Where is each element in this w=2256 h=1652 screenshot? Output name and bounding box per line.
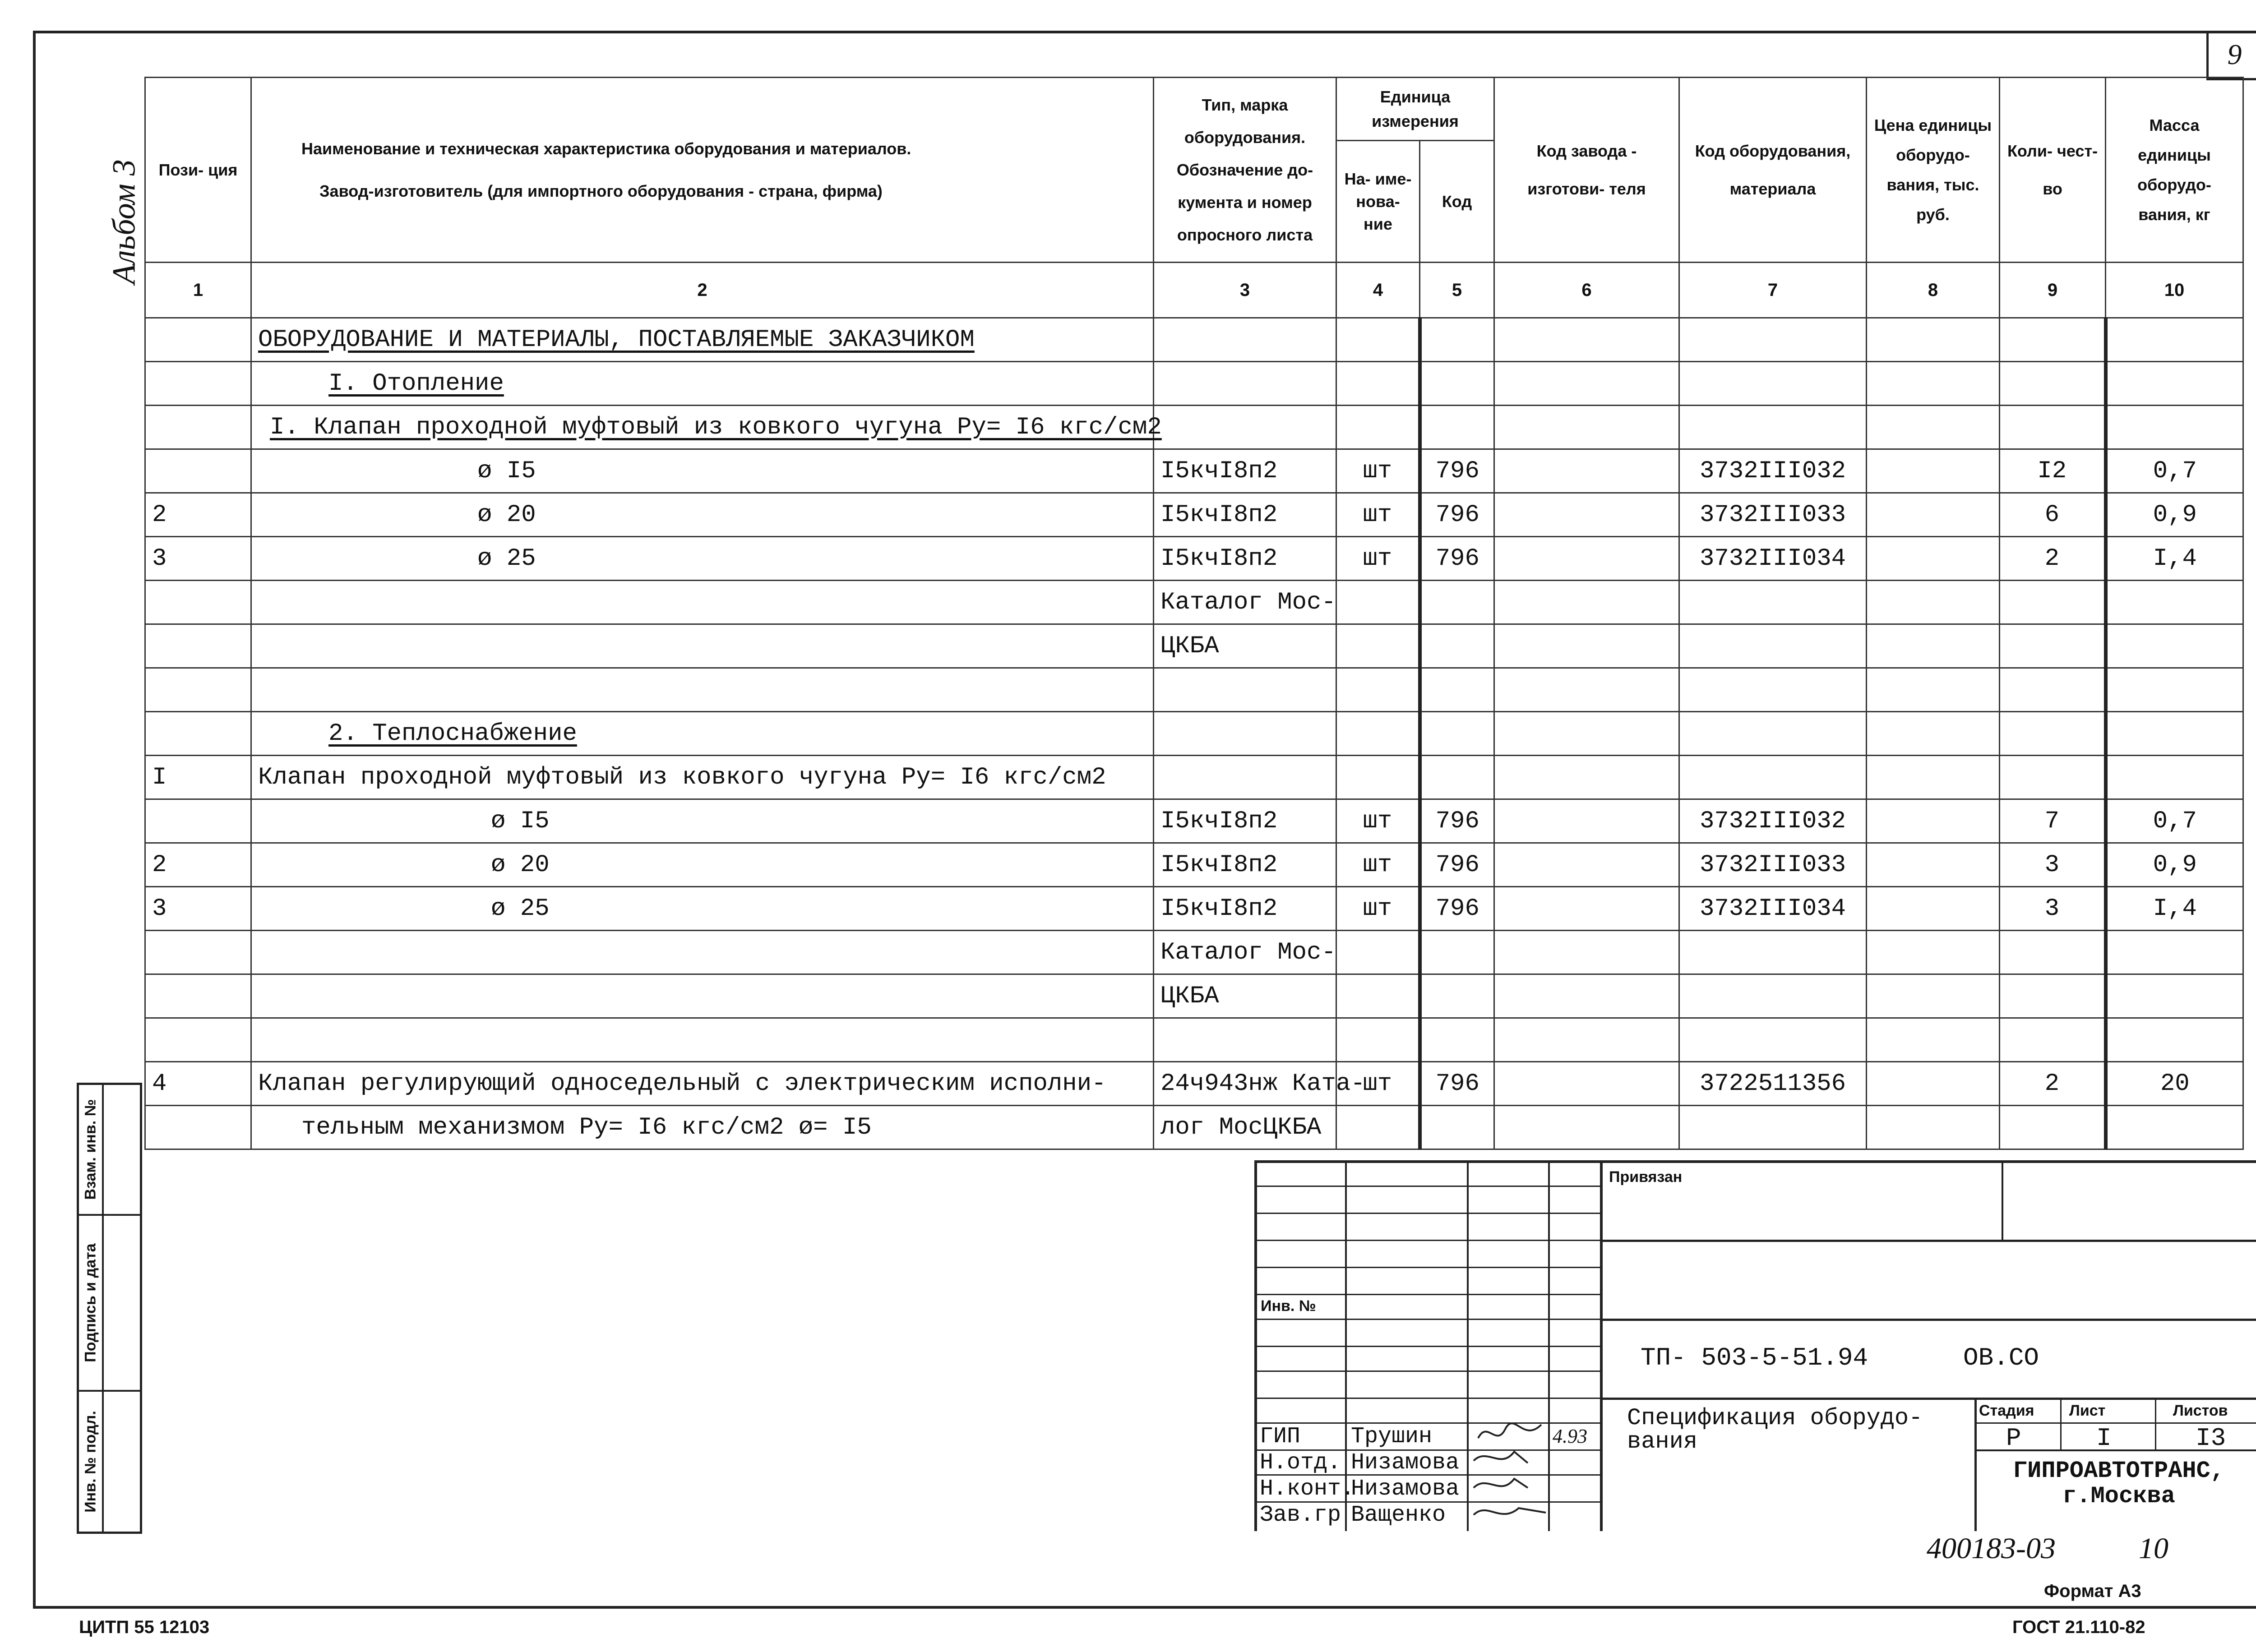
row-material-code [1679,668,1867,712]
header-position: Пози- ция [145,78,251,263]
row-plant-code [1494,799,1679,843]
signer-name: Трушин [1351,1424,1433,1449]
row-position: 4 [145,1062,251,1106]
row-position [145,1018,251,1062]
row-name: ø I5 [251,449,1154,493]
row-type: ЦКБА [1154,624,1336,668]
row-unit: шт [1336,1062,1420,1106]
table-row [145,712,2243,756]
table-row [145,362,2243,406]
row-price [1867,931,2000,974]
row-unit: шт [1336,493,1420,537]
row-qty: 2 [2000,537,2106,581]
col-number: 5 [1420,263,1494,318]
row-unit [1336,1106,1420,1149]
table-row [145,931,2243,974]
row-type: 24ч943нж Ката- [1154,1062,1336,1106]
row-name: ø 25 [251,887,1154,931]
table-row [145,624,2243,668]
row-unit-code [1420,931,1494,974]
row-type: лог МосЦКБА [1154,1106,1336,1149]
row-unit-code: 796 [1420,537,1494,581]
row-name: 2. Теплоснабжение [251,712,1154,756]
row-price [1867,974,2000,1018]
col-number: 7 [1679,263,1867,318]
table-row [145,843,2243,887]
row-plant-code [1494,974,1679,1018]
row-plant-code [1494,318,1679,362]
row-position: 2 [145,493,251,537]
row-unit: шт [1336,843,1420,887]
row-position [145,799,251,843]
row-material-code [1679,1018,1867,1062]
row-position [145,931,251,974]
row-material-code: 3732III032 [1679,799,1867,843]
col-number: 3 [1154,263,1336,318]
col-number: 2 [251,263,1154,318]
row-name: тельным механизмом Ру= I6 кгс/см2 ø= I5 [251,1106,1154,1149]
table-row [145,668,2243,712]
row-qty: 7 [2000,799,2106,843]
row-material-code [1679,712,1867,756]
row-type: Каталог Мос- [1154,931,1336,974]
row-position: 3 [145,887,251,931]
row-price [1867,712,2000,756]
header-plant-code: Код завода - изготови- теля [1494,78,1679,263]
row-type [1154,756,1336,799]
row-unit: шт [1336,537,1420,581]
row-mass [2106,362,2243,406]
row-qty [2000,712,2106,756]
row-qty [2000,974,2106,1018]
row-qty: 6 [2000,493,2106,537]
inv-label: Инв. № [1261,1297,1316,1315]
col-number: 1 [145,263,251,318]
header-material-code: Код оборудования, материала [1679,78,1867,263]
row-plant-code [1494,537,1679,581]
row-mass [2106,581,2243,624]
album-label: Альбом 3 [106,159,142,284]
row-name: ø 20 [251,493,1154,537]
row-price [1867,406,2000,449]
sheet-header: Лист [2069,1402,2106,1419]
row-material-code [1679,406,1867,449]
row-plant-code [1494,362,1679,406]
row-name: I. Отопление [251,362,1154,406]
row-plant-code [1494,449,1679,493]
row-unit-code [1420,712,1494,756]
table-row [145,974,2243,1018]
sheets-value: I3 [2196,1424,2226,1453]
table-row [145,449,2243,493]
row-mass: I,4 [2106,537,2243,581]
row-qty: 2 [2000,1062,2106,1106]
col-number: 6 [1494,263,1679,318]
row-position [145,318,251,362]
row-price [1867,537,2000,581]
sheets-header: Листов [2173,1402,2228,1419]
sheet-number: 9 [2206,31,2256,80]
row-position [145,581,251,624]
row-unit: шт [1336,449,1420,493]
row-mass [2106,624,2243,668]
col-number: 9 [2000,263,2106,318]
signer-date: 4.93 [1553,1425,1587,1447]
header-price: Цена единицы оборудо- вания, тыс. руб. [1867,78,2000,263]
col-number: 8 [1867,263,2000,318]
stage-header: Стадия [1979,1402,2034,1419]
row-unit-code [1420,581,1494,624]
row-unit [1336,318,1420,362]
row-unit-code [1420,756,1494,799]
header-unit-code: Код [1420,141,1494,263]
row-material-code [1679,318,1867,362]
row-material-code: 3732III033 [1679,493,1867,537]
row-mass: 0,7 [2106,799,2243,843]
row-unit-code: 796 [1420,1062,1494,1106]
row-position [145,668,251,712]
row-position [145,1106,251,1149]
row-mass [2106,712,2243,756]
col-number: 4 [1336,263,1420,318]
table-row [145,406,2243,449]
row-unit-code: 796 [1420,449,1494,493]
sheet-value: I [2096,1424,2112,1453]
row-plant-code [1494,406,1679,449]
row-material-code: 3732III033 [1679,843,1867,887]
row-name: Клапан регулирующий односедельный с электрическим исполни- [251,1062,1154,1106]
row-unit [1336,668,1420,712]
row-qty [2000,624,2106,668]
footer-right: ГОСТ 21.110-82 [2012,1617,2145,1637]
row-type [1154,318,1336,362]
row-plant-code [1494,668,1679,712]
footer-left: ЦИТП 55 12103 [79,1617,210,1637]
row-qty: 3 [2000,843,2106,887]
row-plant-code [1494,1018,1679,1062]
row-mass [2106,974,2243,1018]
signer-role: Н.отд. [1260,1450,1341,1476]
row-name [251,1018,1154,1062]
row-unit [1336,581,1420,624]
row-plant-code [1494,931,1679,974]
signatures-image [1469,1420,1550,1528]
row-type: I5кчI8п2 [1154,493,1336,537]
row-unit-code: 796 [1420,799,1494,843]
row-unit: шт [1336,887,1420,931]
row-qty [2000,668,2106,712]
row-qty [2000,362,2106,406]
row-material-code [1679,974,1867,1018]
row-qty [2000,1106,2106,1149]
row-position [145,712,251,756]
row-mass: I,4 [2106,887,2243,931]
row-material-code: 3732III034 [1679,537,1867,581]
row-mass [2106,756,2243,799]
row-material-code: 3732III034 [1679,887,1867,931]
row-price [1867,624,2000,668]
row-unit [1336,406,1420,449]
document-code: ТП- 503-5-51.94 [1641,1343,1868,1372]
row-price [1867,362,2000,406]
row-price [1867,668,2000,712]
row-type: I5кчI8п2 [1154,449,1336,493]
row-mass [2106,1018,2243,1062]
row-name [251,668,1154,712]
row-type: Каталог Мос- [1154,581,1336,624]
header-unit-name: На- име- нова- ние [1336,141,1420,263]
row-mass: 0,9 [2106,843,2243,887]
row-qty [2000,581,2106,624]
row-qty [2000,318,2106,362]
row-position: 3 [145,537,251,581]
document-mark: ОВ.СО [1963,1343,2039,1372]
row-name [251,581,1154,624]
table-row [145,1106,2243,1149]
row-name: ø 20 [251,843,1154,887]
header-mass: Масса единицы оборудо- вания, кг [2106,78,2243,263]
row-name: ø 25 [251,537,1154,581]
row-price [1867,449,2000,493]
row-material-code: 3732III032 [1679,449,1867,493]
row-unit-code [1420,362,1494,406]
row-type [1154,1018,1336,1062]
row-name: I. Клапан проходной муфтовый из ковкого чугуна Ру= I6 кгс/см2 [251,406,1154,449]
row-mass [2106,668,2243,712]
header-type: Тип, марка оборудования. Обозначение до- кумента и номер опросного листа [1154,78,1336,263]
row-mass: 20 [2106,1062,2243,1106]
signer-role: ГИП [1260,1424,1301,1449]
row-plant-code [1494,887,1679,931]
row-qty [2000,1018,2106,1062]
row-mass [2106,318,2243,362]
row-price [1867,756,2000,799]
row-position [145,406,251,449]
row-qty [2000,406,2106,449]
row-unit-code [1420,974,1494,1018]
linked-label: Привязан [1609,1168,1683,1186]
col-number: 10 [2106,263,2243,318]
row-unit-code [1420,406,1494,449]
signer-role: Зав.гр [1260,1502,1341,1528]
row-unit-code [1420,1018,1494,1062]
row-plant-code [1494,756,1679,799]
row-unit-code: 796 [1420,887,1494,931]
row-price [1867,799,2000,843]
stage-value: Р [2006,1424,2021,1453]
row-mass [2106,1106,2243,1149]
row-position: I [145,756,251,799]
row-unit [1336,1018,1420,1062]
title-block [1254,1160,2256,1531]
signer-role: Н.конт. [1260,1476,1355,1502]
row-material-code [1679,756,1867,799]
row-plant-code [1494,712,1679,756]
row-plant-code [1494,1062,1679,1106]
table-row [145,887,2243,931]
row-position: 2 [145,843,251,887]
sidebar-original-inv: Инв. № подл. [79,1392,140,1532]
row-name [251,974,1154,1018]
row-unit [1336,712,1420,756]
header-qty: Коли- чест- во [2000,78,2106,263]
organization: ГИПРОАВТОТРАНС, г.Москва [2013,1458,2225,1509]
row-unit [1336,624,1420,668]
row-material-code [1679,624,1867,668]
row-price [1867,318,2000,362]
row-price [1867,581,2000,624]
row-type: I5кчI8п2 [1154,887,1336,931]
row-unit [1336,756,1420,799]
paper-format: Формат А3 [2044,1581,2141,1601]
row-mass [2106,931,2243,974]
row-unit [1336,362,1420,406]
row-mass: 0,7 [2106,449,2243,493]
row-unit-code [1420,1106,1494,1149]
row-name: Клапан проходной муфтовый из ковкого чугуна Ру= I6 кгс/см2 [251,756,1154,799]
row-name [251,931,1154,974]
approval-sidebar [77,1083,142,1534]
row-material-code [1679,362,1867,406]
row-qty [2000,756,2106,799]
row-type [1154,406,1336,449]
row-material-code: 3722511356 [1679,1062,1867,1106]
row-type: I5кчI8п2 [1154,799,1336,843]
table-row [145,537,2243,581]
document-title: Спецификация оборудо- вания [1627,1405,1923,1455]
row-price [1867,1106,2000,1149]
row-price [1867,887,2000,931]
sidebar-signature-date: Подпись и дата [79,1216,140,1392]
row-plant-code [1494,581,1679,624]
archive-code: 400183-03 [1927,1532,2056,1565]
row-mass [2106,406,2243,449]
signer-name: Низамова [1351,1476,1460,1502]
table-row [145,493,2243,537]
row-unit-code [1420,624,1494,668]
table-row [145,756,2243,799]
row-type: I5кчI8п2 [1154,537,1336,581]
table-row [145,799,2243,843]
row-price [1867,493,2000,537]
row-plant-code [1494,1106,1679,1149]
row-plant-code [1494,624,1679,668]
row-mass: 0,9 [2106,493,2243,537]
header-unit: Единица измерения [1336,78,1494,141]
sidebar-replace-inv: Взам. инв. № [79,1085,140,1216]
row-price [1867,1062,2000,1106]
table-row [145,318,2243,362]
table-row [145,1062,2243,1106]
row-unit-code: 796 [1420,843,1494,887]
row-name [251,624,1154,668]
row-plant-code [1494,493,1679,537]
signer-name: Низамова [1351,1450,1460,1476]
row-position [145,449,251,493]
row-unit-code [1420,318,1494,362]
row-material-code [1679,931,1867,974]
row-type [1154,362,1336,406]
row-qty: 3 [2000,887,2106,931]
row-plant-code [1494,843,1679,887]
row-name: ОБОРУДОВАНИЕ И МАТЕРИАЛЫ, ПОСТАВЛЯЕМЫЕ ЗАКАЗЧИКОМ [251,318,1154,362]
row-unit-code: 796 [1420,493,1494,537]
header-name: Наименование и техническая характеристика оборудования и материалов. Завод-изготовитель (для импортного оборудования - страна, фирма) [251,78,1154,263]
row-name: ø I5 [251,799,1154,843]
specification-table [144,77,2244,1150]
row-unit [1336,931,1420,974]
row-position [145,974,251,1018]
row-type: ЦКБА [1154,974,1336,1018]
row-qty: I2 [2000,449,2106,493]
row-material-code [1679,1106,1867,1149]
row-unit-code [1420,668,1494,712]
row-position [145,362,251,406]
row-qty [2000,931,2106,974]
row-type [1154,712,1336,756]
table-row [145,581,2243,624]
signer-name: Ващенко [1351,1502,1446,1528]
row-unit [1336,974,1420,1018]
table-row [145,1018,2243,1062]
row-unit: шт [1336,799,1420,843]
row-type [1154,668,1336,712]
archive-page: 10 [2139,1532,2168,1565]
row-position [145,624,251,668]
row-price [1867,1018,2000,1062]
row-price [1867,843,2000,887]
row-type: I5кчI8п2 [1154,843,1336,887]
row-material-code [1679,581,1867,624]
